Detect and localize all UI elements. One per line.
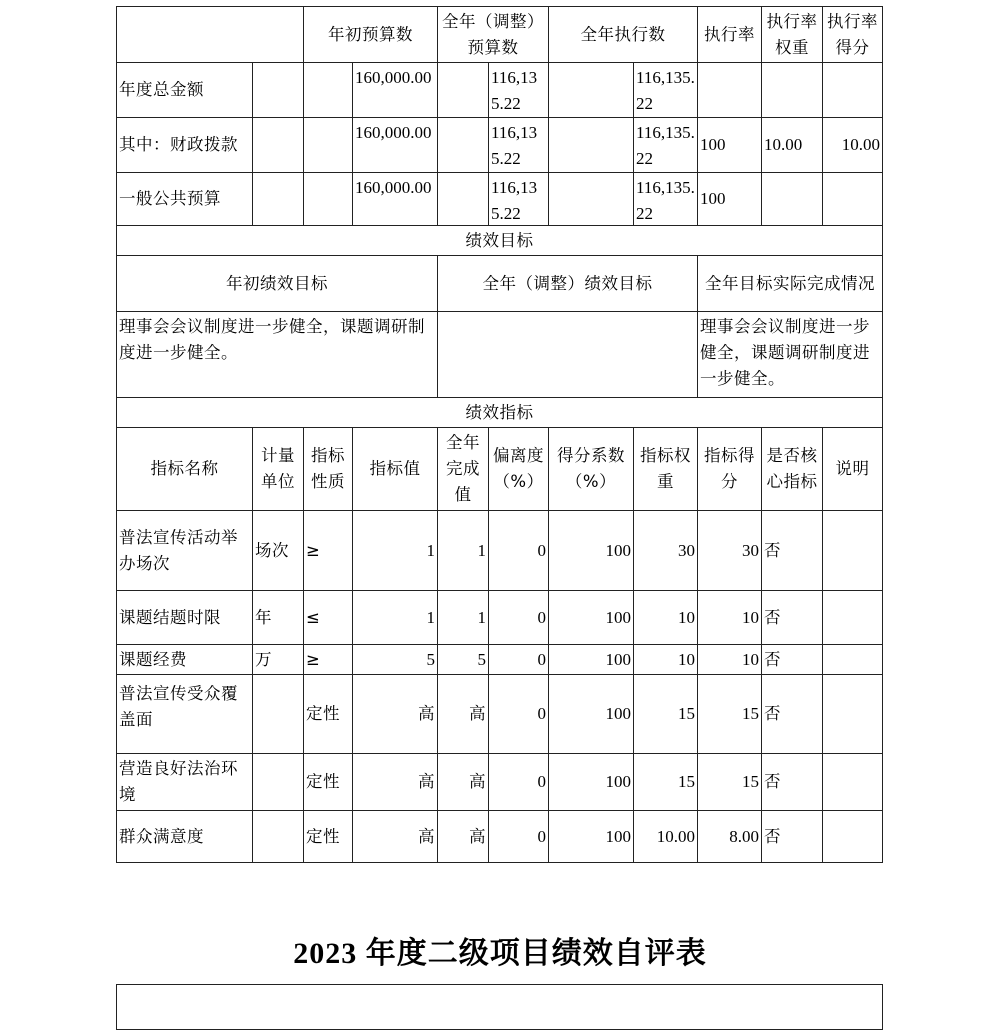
budget-row-initial: 160,000.00 <box>352 172 438 226</box>
budget-row-weight: 10.00 <box>761 117 823 173</box>
ind-row-score: 15 <box>697 674 762 754</box>
goals-initial-header: 年初绩效目标 <box>116 255 438 312</box>
ind-row-deviation: 0 <box>488 810 549 863</box>
ind-row-note <box>822 753 883 811</box>
ind-header-nature: 指标性质 <box>303 427 353 511</box>
budget-row-spacer <box>548 62 634 118</box>
ind-header-completed: 全年完成值 <box>437 427 489 511</box>
ind-row-completed: 高 <box>437 674 489 754</box>
budget-row-adjusted: 116,135.22 <box>488 117 549 173</box>
budget-row-initial: 160,000.00 <box>352 62 438 118</box>
ind-row-coef: 100 <box>548 590 634 645</box>
ind-row-coef: 100 <box>548 753 634 811</box>
ind-row-name: 营造良好法治环境 <box>116 753 253 811</box>
ind-row-value: 高 <box>352 753 438 811</box>
ind-row-name: 普法宣传活动举办场次 <box>116 510 253 591</box>
budget-row-weight <box>761 172 823 226</box>
ind-row-score: 15 <box>697 753 762 811</box>
ind-row-completed: 5 <box>437 644 489 675</box>
ind-header-coef: 得分系数（%） <box>548 427 634 511</box>
budget-row-label: 一般公共预算 <box>116 172 253 226</box>
ind-row-note <box>822 674 883 754</box>
ind-row-coef: 100 <box>548 674 634 754</box>
budget-row-executed: 116,135.22 <box>633 172 698 226</box>
ind-row-score: 8.00 <box>697 810 762 863</box>
ind-row-deviation: 0 <box>488 674 549 754</box>
budget-row-spacer <box>548 117 634 173</box>
ind-row-completed: 高 <box>437 810 489 863</box>
ind-row-value: 1 <box>352 510 438 591</box>
budget-row-rate: 100 <box>697 172 762 226</box>
ind-row-core: 否 <box>761 810 823 863</box>
ind-row-core: 否 <box>761 644 823 675</box>
ind-row-score: 10 <box>697 644 762 675</box>
budget-row-spacer <box>252 172 304 226</box>
ind-row-name: 课题经费 <box>116 644 253 675</box>
budget-row-label: 其中：财政拨款 <box>116 117 253 173</box>
ind-row-weight: 10 <box>633 644 698 675</box>
budget-row-spacer <box>437 62 489 118</box>
budget-row-spacer <box>252 117 304 173</box>
next-table-top-border <box>116 984 883 1030</box>
budget-row-adjusted: 116,135.22 <box>488 172 549 226</box>
goals-section-title: 绩效目标 <box>116 225 883 256</box>
ind-row-deviation: 0 <box>488 644 549 675</box>
goals-initial-text: 理事会会议制度进一步健全，课题调研制度进一步健全。 <box>116 311 438 398</box>
ind-row-nature: 定性 <box>303 810 353 863</box>
ind-row-value: 高 <box>352 674 438 754</box>
next-table-title: 2023 年度二级项目绩效自评表 <box>293 937 707 970</box>
header-execution-rate: 执行率 <box>697 6 762 63</box>
ind-row-completed: 高 <box>437 753 489 811</box>
goals-actual-text: 理事会会议制度进一步健全，课题调研制度进一步健全。 <box>697 311 883 398</box>
goals-adjusted-text <box>437 311 698 398</box>
budget-row-spacer <box>437 117 489 173</box>
ind-header-unit: 计量单位 <box>252 427 304 511</box>
budget-row-spacer <box>252 62 304 118</box>
goals-actual-header: 全年目标实际完成情况 <box>697 255 883 312</box>
budget-row-spacer <box>303 117 353 173</box>
ind-row-nature: 定性 <box>303 753 353 811</box>
ind-row-nature: 定性 <box>303 674 353 754</box>
budget-row-initial: 160,000.00 <box>352 117 438 173</box>
indicators-section-title: 绩效指标 <box>116 397 883 428</box>
ind-row-deviation: 0 <box>488 510 549 591</box>
budget-row-label: 年度总金额 <box>116 62 253 118</box>
ind-row-value: 5 <box>352 644 438 675</box>
goals-adjusted-header: 全年（调整）绩效目标 <box>437 255 698 312</box>
ind-row-name: 群众满意度 <box>116 810 253 863</box>
ind-row-unit: 年 <box>252 590 304 645</box>
budget-row-score: 10.00 <box>822 117 883 173</box>
ind-row-core: 否 <box>761 510 823 591</box>
ind-row-nature: ≥ <box>303 644 353 675</box>
budget-row-score <box>822 62 883 118</box>
ind-header-note: 说明 <box>822 427 883 511</box>
budget-row-executed: 116,135.22 <box>633 62 698 118</box>
ind-row-weight: 15 <box>633 753 698 811</box>
ind-header-weight: 指标权重 <box>633 427 698 511</box>
ind-row-completed: 1 <box>437 590 489 645</box>
ind-row-weight: 15 <box>633 674 698 754</box>
ind-header-core: 是否核心指标 <box>761 427 823 511</box>
ind-row-note <box>822 644 883 675</box>
ind-row-value: 1 <box>352 590 438 645</box>
ind-row-coef: 100 <box>548 810 634 863</box>
ind-row-deviation: 0 <box>488 590 549 645</box>
ind-row-unit <box>252 810 304 863</box>
ind-row-name: 普法宣传受众覆盖面 <box>116 674 253 754</box>
ind-row-coef: 100 <box>548 510 634 591</box>
ind-row-core: 否 <box>761 674 823 754</box>
ind-row-nature: ≥ <box>303 510 353 591</box>
ind-row-completed: 1 <box>437 510 489 591</box>
ind-row-weight: 10.00 <box>633 810 698 863</box>
budget-row-spacer <box>303 172 353 226</box>
budget-row-rate: 100 <box>697 117 762 173</box>
ind-header-value: 指标值 <box>352 427 438 511</box>
budget-row-spacer <box>437 172 489 226</box>
budget-row-score <box>822 172 883 226</box>
ind-header-deviation: 偏离度（%） <box>488 427 549 511</box>
budget-row-rate <box>697 62 762 118</box>
budget-row-spacer <box>303 62 353 118</box>
header-rate-weight: 执行率权重 <box>761 6 823 63</box>
ind-row-note <box>822 510 883 591</box>
ind-row-deviation: 0 <box>488 753 549 811</box>
ind-header-score: 指标得分 <box>697 427 762 511</box>
ind-row-core: 否 <box>761 753 823 811</box>
ind-row-coef: 100 <box>548 644 634 675</box>
header-adjusted-budget: 全年（调整）预算数 <box>437 6 549 63</box>
ind-row-weight: 30 <box>633 510 698 591</box>
ind-row-unit: 万 <box>252 644 304 675</box>
ind-row-note <box>822 810 883 863</box>
ind-row-name: 课题结题时限 <box>116 590 253 645</box>
ind-row-core: 否 <box>761 590 823 645</box>
ind-header-name: 指标名称 <box>116 427 253 511</box>
ind-row-unit: 场次 <box>252 510 304 591</box>
ind-row-nature: ≤ <box>303 590 353 645</box>
header-blank-cell <box>116 6 304 63</box>
ind-row-note <box>822 590 883 645</box>
ind-row-value: 高 <box>352 810 438 863</box>
budget-row-spacer <box>548 172 634 226</box>
ind-row-weight: 10 <box>633 590 698 645</box>
header-executed: 全年执行数 <box>548 6 698 63</box>
budget-row-adjusted: 116,135.22 <box>488 62 549 118</box>
header-rate-score: 执行率得分 <box>822 6 883 63</box>
ind-row-score: 10 <box>697 590 762 645</box>
ind-row-unit <box>252 674 304 754</box>
header-initial-budget: 年初预算数 <box>303 6 438 63</box>
budget-row-executed: 116,135.22 <box>633 117 698 173</box>
ind-row-unit <box>252 753 304 811</box>
budget-row-weight <box>761 62 823 118</box>
ind-row-score: 30 <box>697 510 762 591</box>
